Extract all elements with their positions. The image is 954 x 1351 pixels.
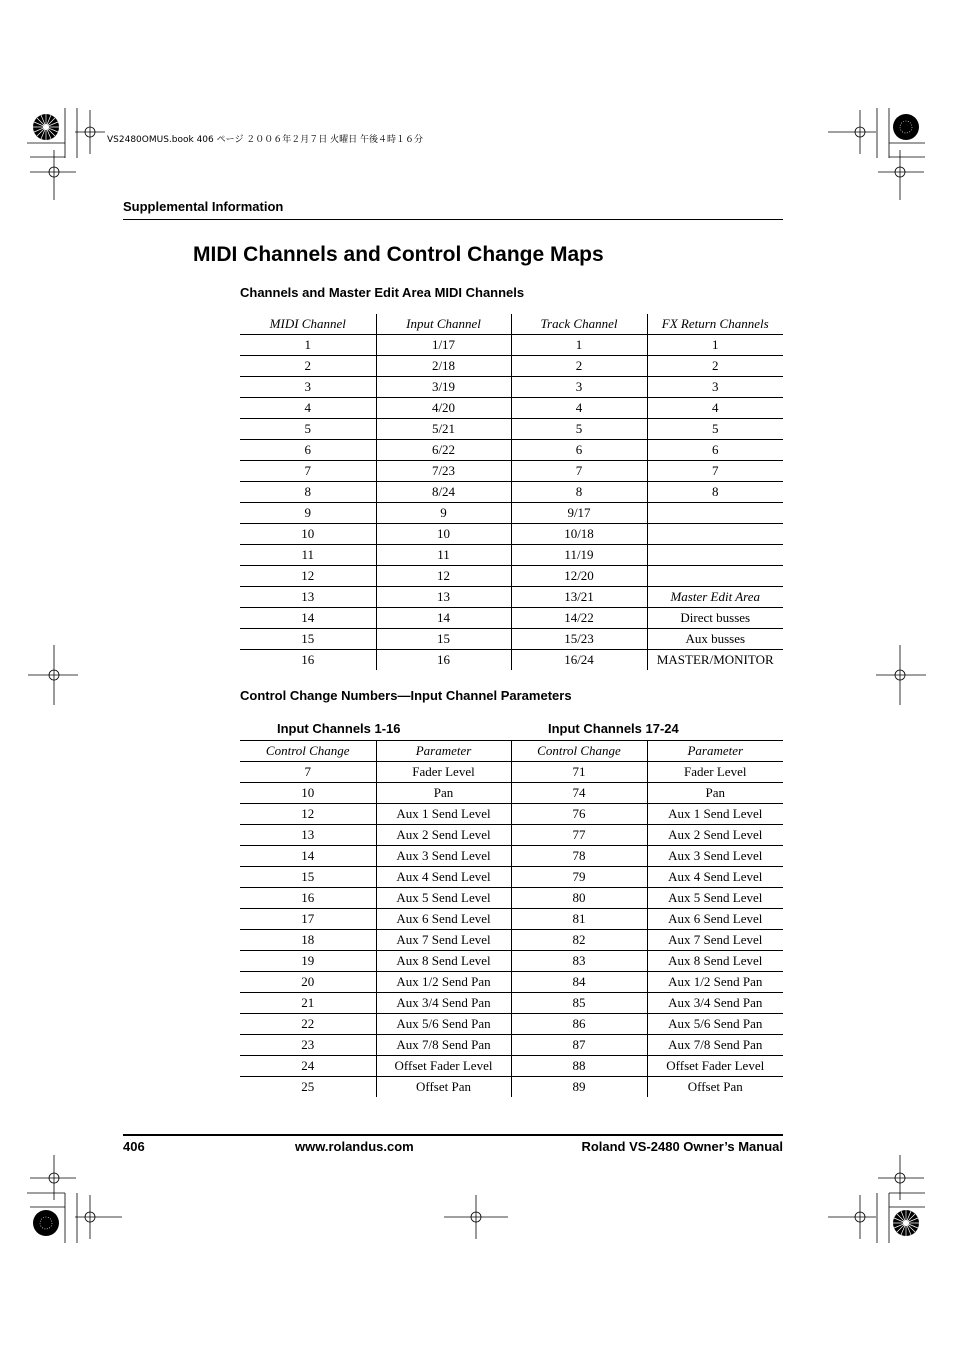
table-row [240, 825, 783, 846]
table-cell: Fader Level [647, 762, 783, 783]
footer-manual-title: Roland VS-2480 Owner’s Manual [581, 1139, 783, 1154]
table-cell: 82 [511, 930, 647, 951]
table-cell: 8 [647, 482, 783, 503]
table-cell: 83 [511, 951, 647, 972]
table-cell: 6 [647, 440, 783, 461]
table-cell: 16 [240, 888, 376, 909]
group-heading-left: Input Channels 1-16 [277, 721, 401, 736]
page-number: 406 [123, 1139, 145, 1154]
column-header: FX Return Channels [647, 314, 783, 335]
table-row [240, 1077, 783, 1098]
table-cell: 8/24 [376, 482, 511, 503]
table-cell: 17 [240, 909, 376, 930]
column-header: Track Channel [511, 314, 647, 335]
table-row [240, 545, 783, 566]
table-cell: 16 [376, 650, 511, 671]
table-cell: 4 [240, 398, 376, 419]
table-row [240, 503, 783, 524]
channels-table [240, 314, 783, 670]
table-row [240, 587, 783, 608]
table-cell: 8 [240, 482, 376, 503]
table-cell: 2/18 [376, 356, 511, 377]
table-cell: Aux 2 Send Level [647, 825, 783, 846]
table-cell: 18 [240, 930, 376, 951]
table-cell: Aux 7 Send Level [647, 930, 783, 951]
cc-table [240, 740, 783, 1097]
table-cell: 84 [511, 972, 647, 993]
table-row [240, 993, 783, 1014]
table-cell: 19 [240, 951, 376, 972]
table-cell: Aux 1/2 Send Pan [376, 972, 511, 993]
table-cell: 4 [647, 398, 783, 419]
table-row [240, 356, 783, 377]
table-cell: 14 [376, 608, 511, 629]
cc-table-heading: Control Change Numbers—Input Channel Parameters [240, 688, 572, 703]
table-row [240, 930, 783, 951]
table-cell: Aux 6 Send Level [647, 909, 783, 930]
table-cell: 4 [511, 398, 647, 419]
column-header: Control Change [240, 741, 376, 762]
table-cell: Aux 3 Send Level [376, 846, 511, 867]
table-cell: 11 [240, 545, 376, 566]
table-cell: Offset Pan [647, 1077, 783, 1098]
table-row [240, 972, 783, 993]
table-cell: 22 [240, 1014, 376, 1035]
table-cell: Aux 3 Send Level [647, 846, 783, 867]
column-header: Parameter [647, 741, 783, 762]
table-row [240, 419, 783, 440]
table-cell: 6 [240, 440, 376, 461]
table-cell: 86 [511, 1014, 647, 1035]
header-rule [123, 219, 783, 220]
table-row [240, 951, 783, 972]
table-cell: Aux 1 Send Level [647, 804, 783, 825]
table-cell: 11 [376, 545, 511, 566]
table-cell: 10/18 [511, 524, 647, 545]
table-cell: 12 [376, 566, 511, 587]
target-bottom-left [33, 1210, 59, 1236]
table-cell: 74 [511, 783, 647, 804]
table-cell: 6/22 [376, 440, 511, 461]
table-cell: 9 [376, 503, 511, 524]
table-cell: Offset Pan [376, 1077, 511, 1098]
table-cell: 7 [647, 461, 783, 482]
table-cell: 5 [240, 419, 376, 440]
table-cell: Aux 2 Send Level [376, 825, 511, 846]
table-cell: 23 [240, 1035, 376, 1056]
table-cell: Aux 5/6 Send Pan [376, 1014, 511, 1035]
table-cell: 10 [240, 783, 376, 804]
table-cell: 4/20 [376, 398, 511, 419]
table-row [240, 566, 783, 587]
table-cell: 16 [301, 652, 315, 667]
section-label: Supplemental Information [123, 199, 284, 214]
crosshair-6 [876, 645, 926, 705]
table-cell: Aux 3/4 Send Pan [647, 993, 783, 1014]
table-cell: 7/23 [376, 461, 511, 482]
table-row [240, 783, 783, 804]
column-header: Input Channel [376, 314, 511, 335]
target-top-left [33, 114, 59, 140]
table-cell: 9 [240, 503, 376, 524]
crosshair-11 [828, 1195, 876, 1239]
table-cell: 3 [647, 377, 783, 398]
crosshair-10 [444, 1195, 508, 1239]
table-cell: 1 [240, 335, 376, 356]
crosshair-4 [878, 150, 924, 200]
table-cell [647, 503, 783, 524]
table-cell: 20 [240, 972, 376, 993]
table-cell: Aux 5 Send Level [647, 888, 783, 909]
table-cell [647, 524, 783, 545]
footer-rule [123, 1134, 783, 1136]
table-cell: 79 [511, 867, 647, 888]
table-cell: Aux 5 Send Level [376, 888, 511, 909]
table-cell: Aux 7/8 Send Pan [647, 1035, 783, 1056]
table-cell: Aux 8 Send Level [376, 951, 511, 972]
table-cell: Aux 7 Send Level [376, 930, 511, 951]
channels-table-heading: Channels and Master Edit Area MIDI Channels [240, 285, 525, 300]
cc-header-row [240, 741, 783, 762]
table-cell: 77 [511, 825, 647, 846]
crosshair-5 [28, 645, 78, 705]
table-cell: 88 [511, 1056, 647, 1077]
table-cell: 1 [647, 335, 783, 356]
table-cell: Aux 6 Send Level [376, 909, 511, 930]
table-row [240, 461, 783, 482]
footer-url: www.rolandus.com [295, 1139, 414, 1154]
table-cell: Master Edit Area [647, 587, 783, 608]
table-cell: Aux 3/4 Send Pan [376, 993, 511, 1014]
table-cell: 14 [240, 846, 376, 867]
table-cell: Aux 1/2 Send Pan [647, 972, 783, 993]
table-cell: 15 [376, 629, 511, 650]
table-cell: 89 [511, 1077, 647, 1098]
table-row [240, 524, 783, 545]
table-cell: Aux 8 Send Level [647, 951, 783, 972]
table-cell: 9/17 [511, 503, 647, 524]
target-top-right [893, 114, 919, 140]
column-header: MIDI Channel [240, 314, 376, 335]
table-cell: 7 [511, 461, 647, 482]
table-row [240, 1035, 783, 1056]
table-cell: 25 [301, 1079, 315, 1094]
table-row [240, 398, 783, 419]
channels-header-row [240, 314, 783, 335]
table-cell: 14/22 [511, 608, 647, 629]
table-cell: Aux 1 Send Level [376, 804, 511, 825]
table-cell: 16/24 [511, 650, 647, 671]
table-cell: Offset Fader Level [647, 1056, 783, 1077]
table-row [240, 1056, 783, 1077]
table-cell: 13 [376, 587, 511, 608]
table-cell: 3/19 [376, 377, 511, 398]
table-cell: 8 [511, 482, 647, 503]
table-row [240, 762, 783, 783]
table-row [240, 804, 783, 825]
table-cell: 15 [240, 629, 376, 650]
column-header: Parameter [376, 741, 511, 762]
table-cell: 21 [240, 993, 376, 1014]
table-cell: 13/21 [511, 587, 647, 608]
table-cell: Aux 4 Send Level [376, 867, 511, 888]
table-cell: 5 [647, 419, 783, 440]
table-cell: 76 [511, 804, 647, 825]
table-cell: 11/19 [511, 545, 647, 566]
table-cell: 2 [511, 356, 647, 377]
table-cell: Pan [376, 783, 511, 804]
crosshair-2 [828, 110, 876, 154]
target-bottom-right [893, 1210, 919, 1236]
table-row [240, 377, 783, 398]
table-cell: 71 [511, 762, 647, 783]
table-cell: 13 [240, 825, 376, 846]
table-row [240, 482, 783, 503]
table-cell: 12 [240, 566, 376, 587]
table-cell: 24 [240, 1056, 376, 1077]
table-cell: Aux 5/6 Send Pan [647, 1014, 783, 1035]
table-cell: 2 [647, 356, 783, 377]
table-cell [647, 545, 783, 566]
table-cell: Aux busses [647, 629, 783, 650]
table-cell: Aux 4 Send Level [647, 867, 783, 888]
table-cell: 7 [240, 762, 376, 783]
table-cell: 3 [511, 377, 647, 398]
table-cell: Fader Level [376, 762, 511, 783]
table-cell: 13 [240, 587, 376, 608]
table-row [240, 846, 783, 867]
page-title: MIDI Channels and Control Change Maps [193, 243, 604, 266]
table-cell: 15/23 [511, 629, 647, 650]
table-cell [647, 566, 783, 587]
table-cell: 2 [240, 356, 376, 377]
table-cell: Aux 7/8 Send Pan [376, 1035, 511, 1056]
table-cell: 12 [240, 804, 376, 825]
table-row [240, 888, 783, 909]
table-row [240, 867, 783, 888]
column-header: Control Change [511, 741, 647, 762]
table-cell: Direct busses [647, 608, 783, 629]
table-cell: 5 [511, 419, 647, 440]
table-cell: 10 [376, 524, 511, 545]
table-cell: 78 [511, 846, 647, 867]
table-cell: 7 [240, 461, 376, 482]
table-cell: 6 [511, 440, 647, 461]
table-row [240, 909, 783, 930]
table-cell: 10 [240, 524, 376, 545]
table-row [240, 440, 783, 461]
table-cell: Pan [647, 783, 783, 804]
group-heading-right: Input Channels 17-24 [548, 721, 679, 736]
table-row [240, 608, 783, 629]
table-cell: 12/20 [511, 566, 647, 587]
table-row [240, 650, 783, 671]
table-row [240, 1014, 783, 1035]
table-cell: 87 [511, 1035, 647, 1056]
table-cell: 5/21 [376, 419, 511, 440]
table-cell: 1 [511, 335, 647, 356]
print-info: VS2480OMUS.book 406 ページ ２００６年２月７日 火曜日 午後４時１６分 [107, 135, 424, 145]
table-cell: 80 [511, 888, 647, 909]
table-cell: MASTER/MONITOR [647, 650, 783, 671]
table-cell: 81 [511, 909, 647, 930]
crosshair-9 [75, 1195, 122, 1239]
crosshair-1 [75, 110, 105, 154]
table-row [240, 335, 783, 356]
table-cell: 3 [240, 377, 376, 398]
crosshair-3 [30, 150, 76, 200]
table-cell: 1/17 [376, 335, 511, 356]
table-cell: 14 [240, 608, 376, 629]
table-row [240, 629, 783, 650]
table-cell: Offset Fader Level [376, 1056, 511, 1077]
table-cell: 85 [511, 993, 647, 1014]
table-cell: 15 [240, 867, 376, 888]
